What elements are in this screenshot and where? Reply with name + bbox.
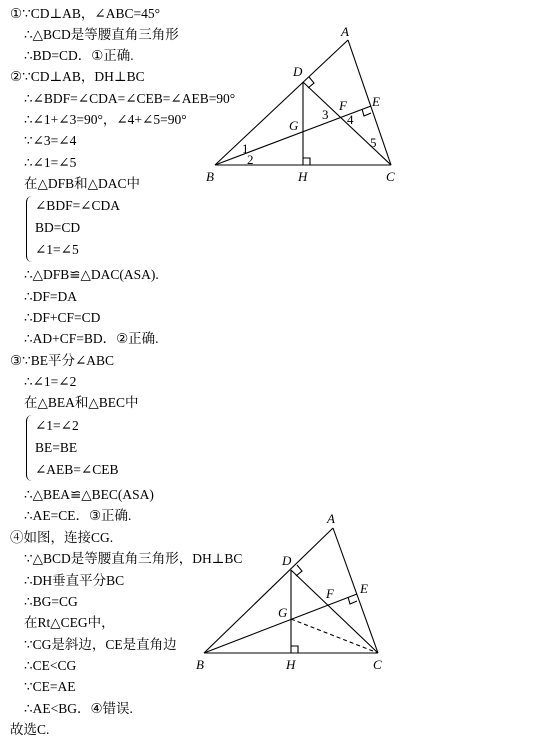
label-point-h: H xyxy=(286,657,296,672)
text-line: BE=BE xyxy=(35,440,78,455)
text-line: ∠AEB=∠CEB xyxy=(35,462,119,477)
text-line: ④如图，连接CG. xyxy=(10,530,114,545)
label-point-e: E xyxy=(360,581,368,596)
text-line: ∴DF=DA xyxy=(24,289,77,304)
label-angle-3: 3 xyxy=(322,107,329,122)
label-point-h: H xyxy=(298,169,308,184)
label-point-a: A xyxy=(327,511,335,526)
label-angle-1: 1 xyxy=(242,141,249,156)
segment-ac xyxy=(333,528,378,653)
text-line: ∴AE<BG．④错误. xyxy=(24,701,133,716)
right-angle-mark-e xyxy=(348,597,357,604)
text-line: ∴DH垂直平分BC xyxy=(24,573,125,588)
label-point-a: A xyxy=(341,24,349,39)
text-line: ∵∠3=∠4 xyxy=(24,133,77,148)
segment-be xyxy=(204,594,357,653)
text-line: ∴AD+CF=BD．②正确. xyxy=(24,331,159,346)
text-line: ∴CE<CG xyxy=(24,658,77,673)
label-point-b: B xyxy=(206,169,214,184)
text-line: ③∵BE平分∠ABC xyxy=(10,353,115,368)
text-line: ∴∠BDF=∠CDA=∠CEB=∠AEB=90° xyxy=(24,91,236,106)
text-line: ①∵CD⊥AB，∠ABC=45° xyxy=(10,6,160,21)
label-angle-5: 5 xyxy=(370,135,377,150)
right-angle-mark-h xyxy=(291,646,298,653)
text-line: 故选C. xyxy=(10,722,50,737)
text-line: ∴△BCD是等腰直角三角形 xyxy=(24,27,179,42)
text-line: 在△DFB和△DAC中 xyxy=(24,176,141,191)
text-line: ∵△BCD是等腰直角三角形，DH⊥BC xyxy=(24,551,243,566)
text-line: ∴∠1=∠5 xyxy=(24,155,77,170)
text-line: ∠BDF=∠CDA xyxy=(35,198,121,213)
label-point-d: D xyxy=(293,64,303,79)
text-line: ∵CE=AE xyxy=(24,679,76,694)
label-point-g: G xyxy=(289,118,299,133)
label-angle-2: 2 xyxy=(247,152,254,167)
text-line: ∴∠1+∠3=90°，∠4+∠5=90° xyxy=(24,112,187,127)
label-point-g: G xyxy=(278,605,288,620)
text-line: ∴BD=CD．①正确. xyxy=(24,48,134,63)
text-line: ∴∠1=∠2 xyxy=(24,374,77,389)
label-point-f: F xyxy=(326,586,334,601)
text-line: ∵CG是斜边，CE是直角边 xyxy=(24,637,177,652)
text-line: ②∵CD⊥AB，DH⊥BC xyxy=(10,69,145,84)
label-point-f: F xyxy=(339,98,347,113)
label-point-d: D xyxy=(282,553,292,568)
segment-gc-dashed xyxy=(291,619,378,653)
label-point-c: C xyxy=(373,657,382,672)
right-angle-mark-d xyxy=(296,565,302,576)
text-line: ∴DF+CF=CD xyxy=(24,310,101,325)
segment-ba xyxy=(204,528,333,653)
label-point-e: E xyxy=(372,94,380,109)
label-point-b: B xyxy=(196,657,204,672)
text-line: ∴△DFB≌△DAC(ASA). xyxy=(24,267,159,282)
text-line: BD=CD xyxy=(35,220,81,235)
text-line: ∴AE=CE．③正确. xyxy=(24,508,132,523)
text-line: ∴BG=CG xyxy=(24,594,78,609)
text-line: 在Rt△CEG中， xyxy=(24,615,115,630)
label-point-c: C xyxy=(386,169,395,184)
label-angle-4: 4 xyxy=(347,112,354,127)
text-line: ∠1=∠5 xyxy=(35,242,79,257)
text-line: ∴△BEA≌△BEC(ASA) xyxy=(24,487,154,502)
text-line: ∠1=∠2 xyxy=(35,418,79,433)
text-line: 在△BEA和△BEC中 xyxy=(24,395,139,410)
